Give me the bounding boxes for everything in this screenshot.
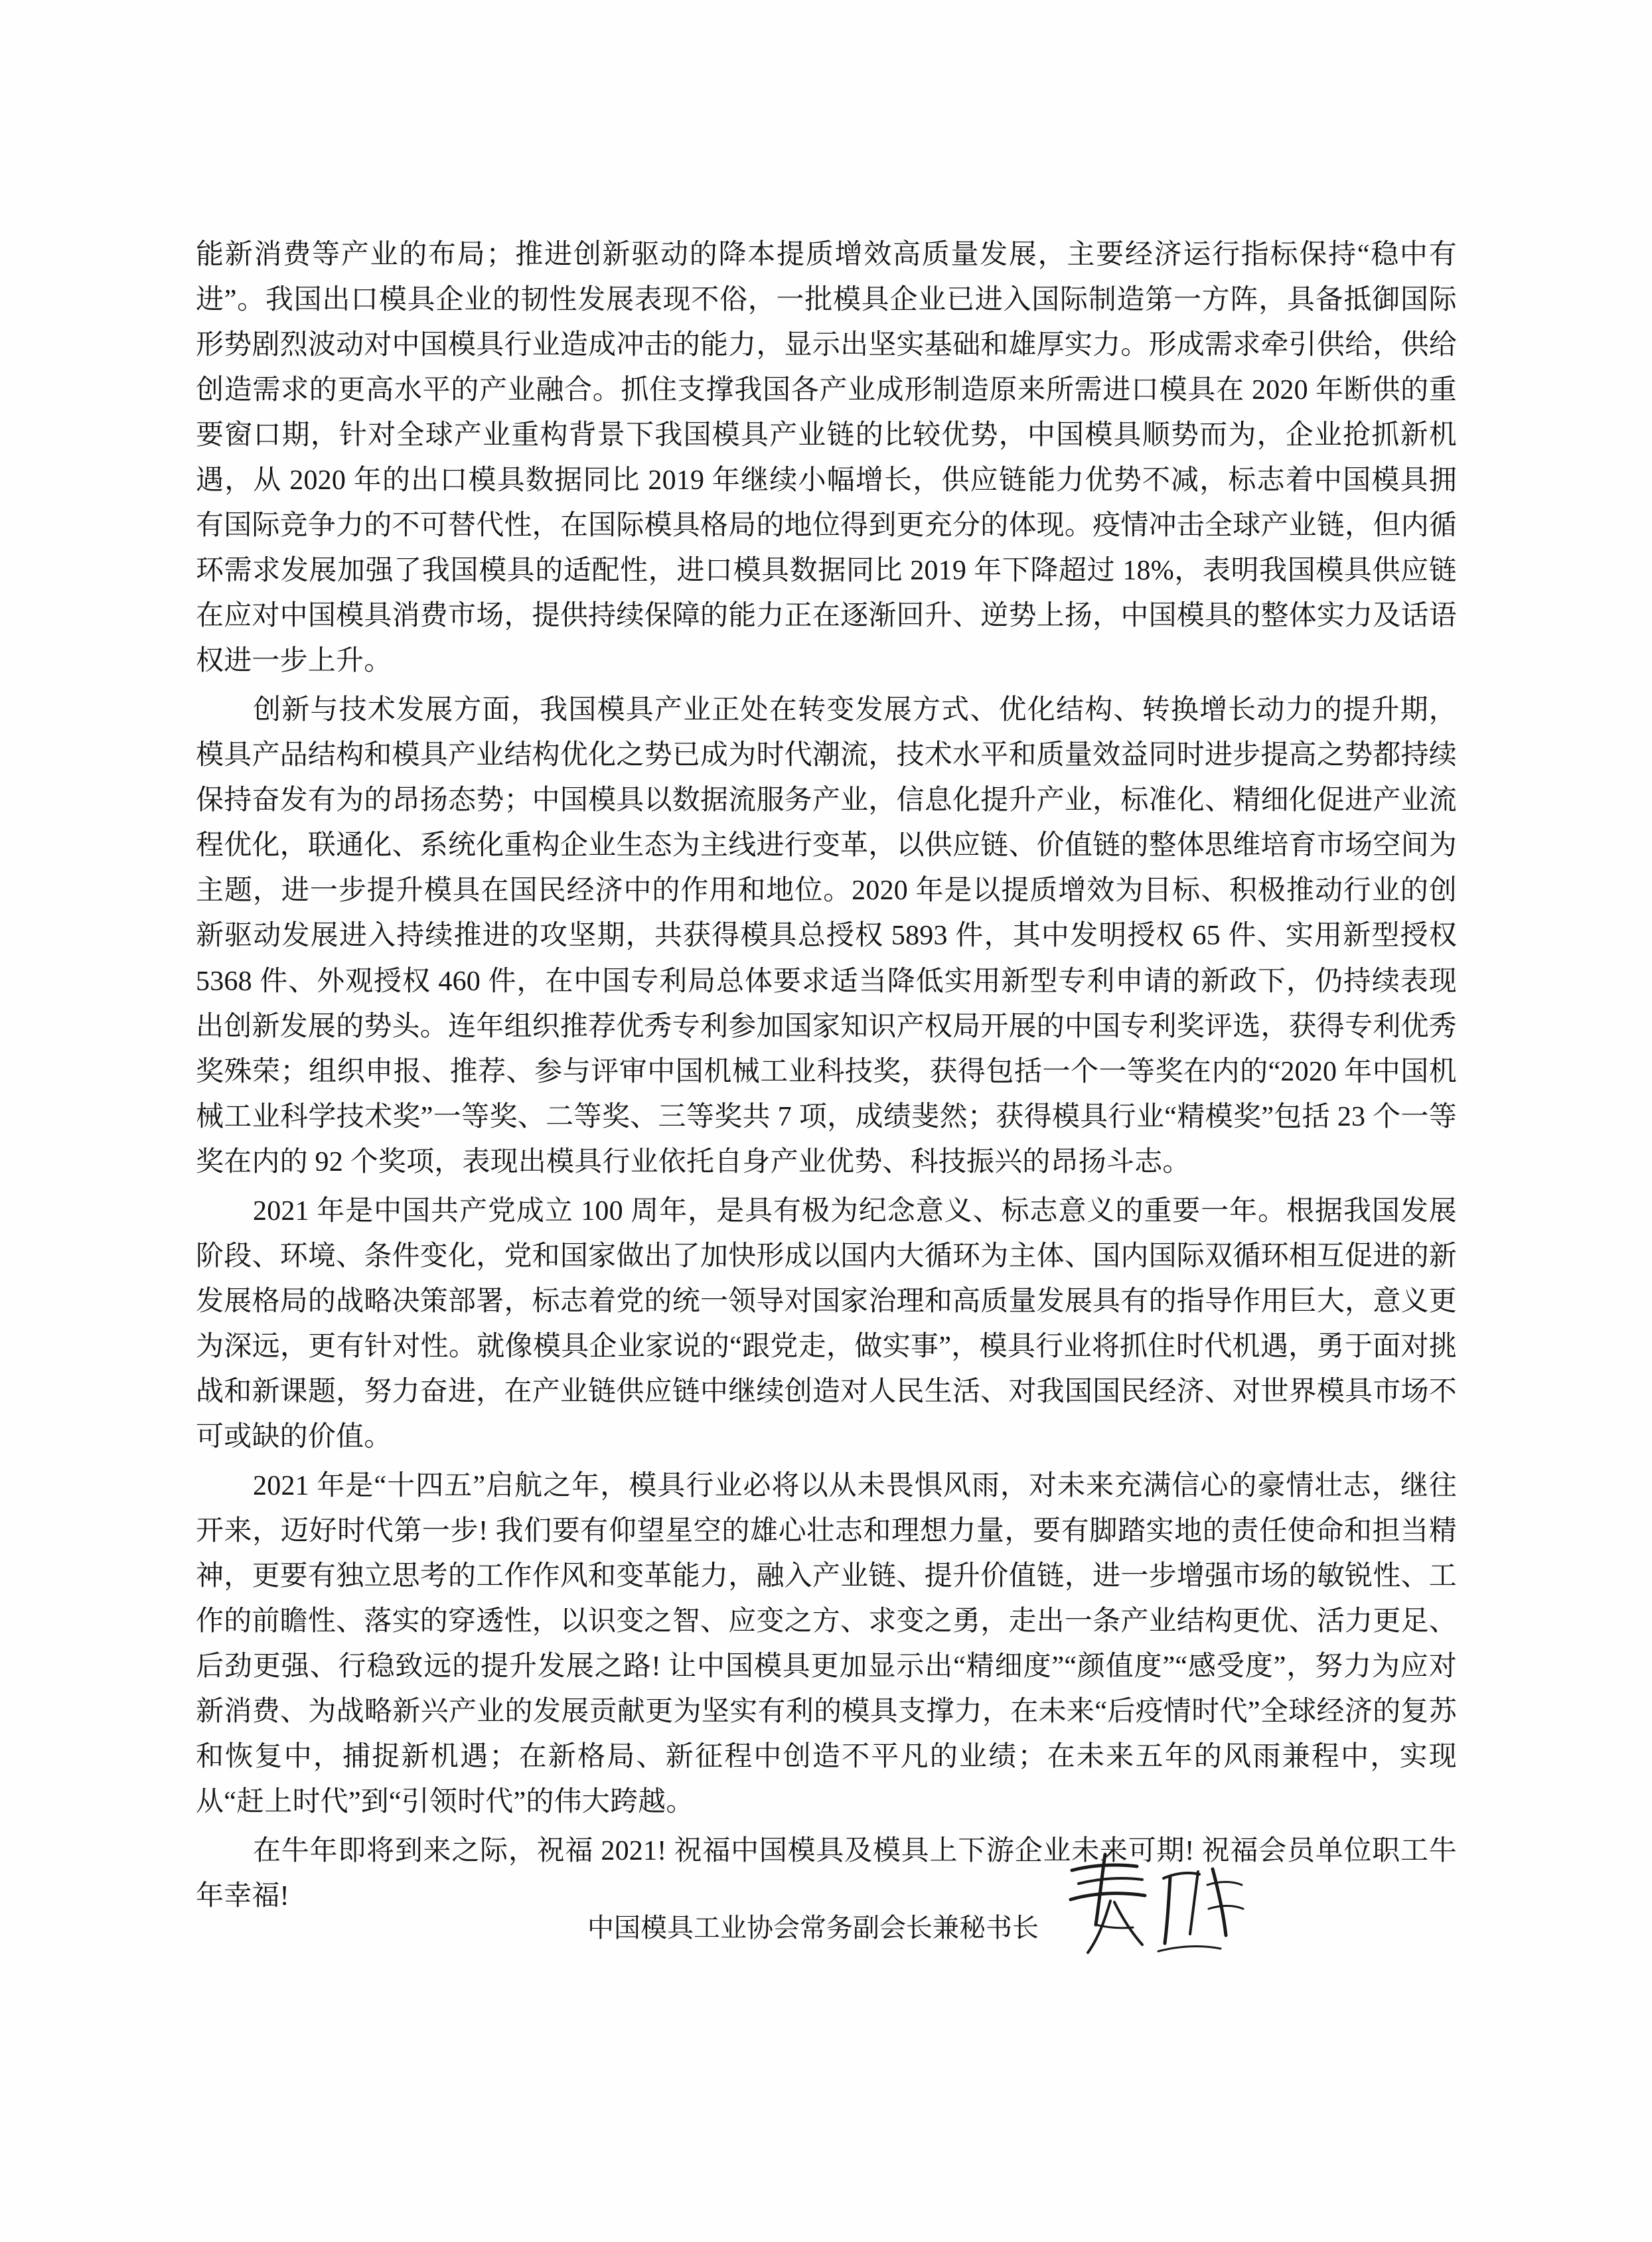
handwritten-signature-icon	[1059, 1845, 1258, 1971]
signature-title: 中国模具工业协会常务副会长兼秘书长	[587, 1913, 1039, 1943]
paragraph-1: 能新消费等产业的布局；推进创新驱动的降本提质增效高质量发展，主要经济运行指标保持“稳中有进”。我国出口模具企业的韧性发展表现不俗，一批模具企业已进入国际制造第一方阵，具备抵御国际形势剧烈波动对中国模具行业造成冲击的能力，显示出坚实基础和雄厚实力。形成需求牵引供给，供给创造需求的更高水平的产业融合。抓住支撑我国各产业成形制造原来所需进口模具在 2020 年断供的重要窗口期，针对全球产业重构背景下我国模具产业链的比较优势，中国模具顺势而为，企业抢抓新机遇，从 2020 年的出口模具数据同比 2019 年继续小幅增长，供应链能力优势不减，标志着中国模具拥有国际竞争力的不可替代性，在国际模具格局的地位得到更充分的体现。疫情冲击全球产业链，但内循环需求发展加强了我国模具的适配性，进口模具数据同比 2019 年下降超过 18%，表明我国模具供应链在应对中国模具消费市场，提供持续保障的能力正在逐渐回升、逆势上扬，中国模具的整体实力及话语权进一步上升。	[196, 240, 1457, 677]
paragraph-4: 2021 年是“十四五”启航之年，模具行业必将以从未畏惧风雨，对未来充满信心的豪情壮志，继往开来，迈好时代第一步! 我们要有仰望星空的雄心壮志和理想力量，要有脚踏实地的责任使命和担当精神，更要有独立思考的工作作风和变革能力，融入产业链、提升价值链，进一步增强市场的敏锐性、工作的前瞻性、落实的穿透性，以识变之智、应变之方、求变之勇，走出一条产业结构更优、活力更足、后劲更强、行稳致远的提升发展之路! 让中国模具更加显示出“精细度”“颜值度”“感受度”，努力为应对新消费、为战略新兴产业的发展贡献更为坚实有利的模具支撑力，在未来“后疫情时代”全球经济的复苏和恢复中，捕捉新机遇；在新格局、新征程中创造不平凡的业绩；在未来五年的风雨兼程中，实现从“赶上时代”到“引领时代”的伟大跨越。	[196, 1470, 1457, 1818]
paragraph-2: 创新与技术发展方面，我国模具产业正处在转变发展方式、优化结构、转换增长动力的提升期，模具产品结构和模具产业结构优化之势已成为时代潮流，技术水平和质量效益同时进步提高之势都持续保持奋发有为的昂扬态势；中国模具以数据流服务产业，信息化提升产业，标准化、精细化促进产业流程优化，联通化、系统化重构企业生态为主线进行变革，以供应链、价值链的整体思维培育市场空间为主题，进一步提升模具在国民经济中的作用和地位。2020 年是以提质增效为目标、积极推动行业的创新驱动发展进入持续推进的攻坚期，共获得模具总授权 5893 件，其中发明授权 65 件、实用新型授权 5368 件、外观授权 460 件，在中国专利局总体要求适当降低实用新型专利申请的新政下，仍持续表现出创新发展的势头。连年组织推荐优秀专利参加国家知识产权局开展的中国专利奖评选，获得专利优秀奖殊荣；组织申报、推荐、参与评审中国机械工业科技奖，获得包括一个一等奖在内的“2020 年中国机械工业科学技术奖”一等奖、二等奖、三等奖共 7 项，成绩斐然；获得模具行业“精模奖”包括 23 个一等奖在内的 92 个奖项，表现出模具行业依托自身产业优势、科技振兴的昂扬斗志。	[196, 695, 1457, 1177]
signature-block	[196, 1838, 1457, 1998]
paragraph-3: 2021 年是中国共产党成立 100 周年，是具有极为纪念意义、标志意义的重要一年。根据我国发展阶段、环境、条件变化，党和国家做出了加快形成以国内大循环为主体、国内国际双循环相互促进的新发展格局的战略决策部署，标志着党的统一领导对国家治理和高质量发展具有的指导作用巨大，意义更为深远，更有针对性。就像模具企业家说的“跟党走，做实事”，模具行业将抓住时代机遇，勇于面对挑战和新课题，努力奋进，在产业链供应链中继续创造对人民生活、对我国国民经济、对世界模具市场不可或缺的价值。	[196, 1195, 1457, 1452]
document-body	[196, 232, 1457, 1923]
paragraph-5: 在牛年即将到来之际，祝福 2021! 祝福中国模具及模具上下游企业未来可期! 祝福会员单位职工牛年幸福!	[196, 1836, 1457, 1912]
